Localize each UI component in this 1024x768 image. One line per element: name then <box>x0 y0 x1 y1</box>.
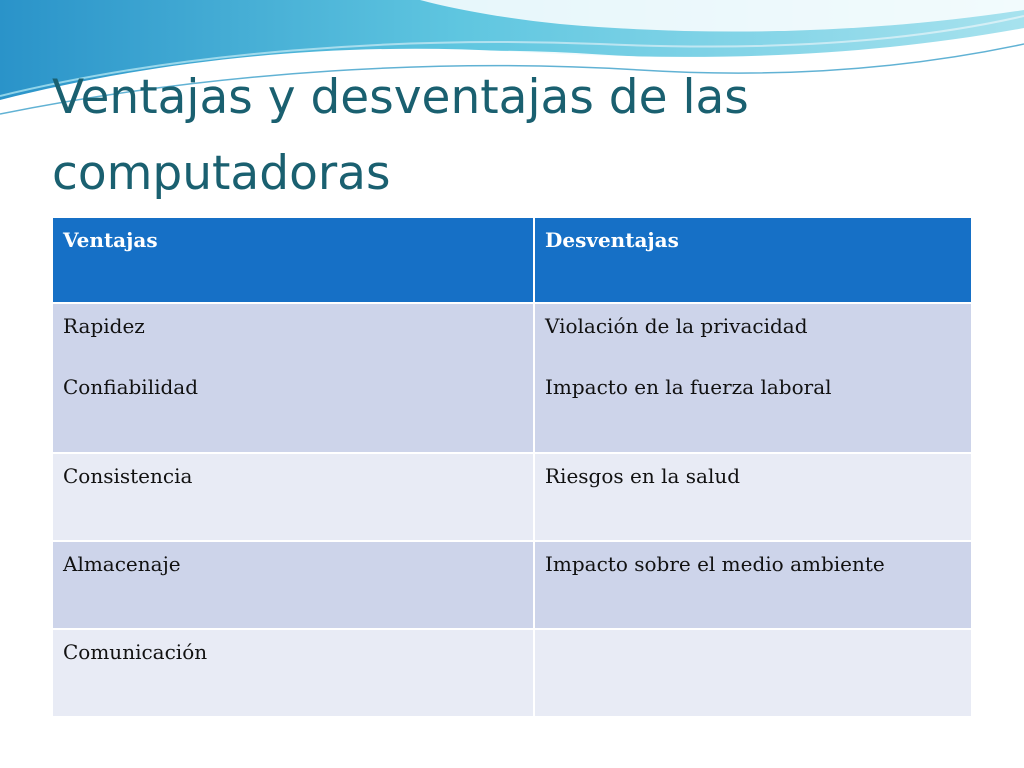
header-ventajas: Ventajas <box>52 217 534 303</box>
cell-desventajas <box>534 303 972 453</box>
cell-ventajas <box>52 453 534 541</box>
cell-ventajas <box>52 629 534 717</box>
slide-title: Ventajas y desventajas de las computadoras <box>52 70 749 201</box>
comparison-table-container <box>51 216 973 718</box>
cell-text: Riesgos en la salud <box>545 464 741 488</box>
cell-text: Violación de la privacidad <box>545 314 808 338</box>
table-row <box>52 629 972 717</box>
cell-text: Impacto sobre el medio ambiente <box>545 552 885 576</box>
comparison-table <box>51 216 973 718</box>
cell-ventajas <box>52 541 534 629</box>
cell-text: Impacto en la fuerza laboral <box>545 375 832 399</box>
header-desventajas: Desventajas <box>534 217 972 303</box>
cell-desventajas-empty <box>534 629 972 717</box>
table-row <box>52 453 972 541</box>
cell-desventajas <box>534 453 972 541</box>
table-header-row <box>52 217 972 303</box>
cell-text: Confiabilidad <box>63 375 199 399</box>
cell-desventajas <box>534 541 972 629</box>
cell-text: Consistencia <box>63 464 193 488</box>
cell-text: Almacenaje <box>63 552 181 576</box>
cell-ventajas <box>52 303 534 453</box>
cell-text: Rapidez <box>63 314 145 338</box>
cell-text: Comunicación <box>63 640 208 664</box>
table-row <box>52 303 972 453</box>
table-row <box>52 541 972 629</box>
